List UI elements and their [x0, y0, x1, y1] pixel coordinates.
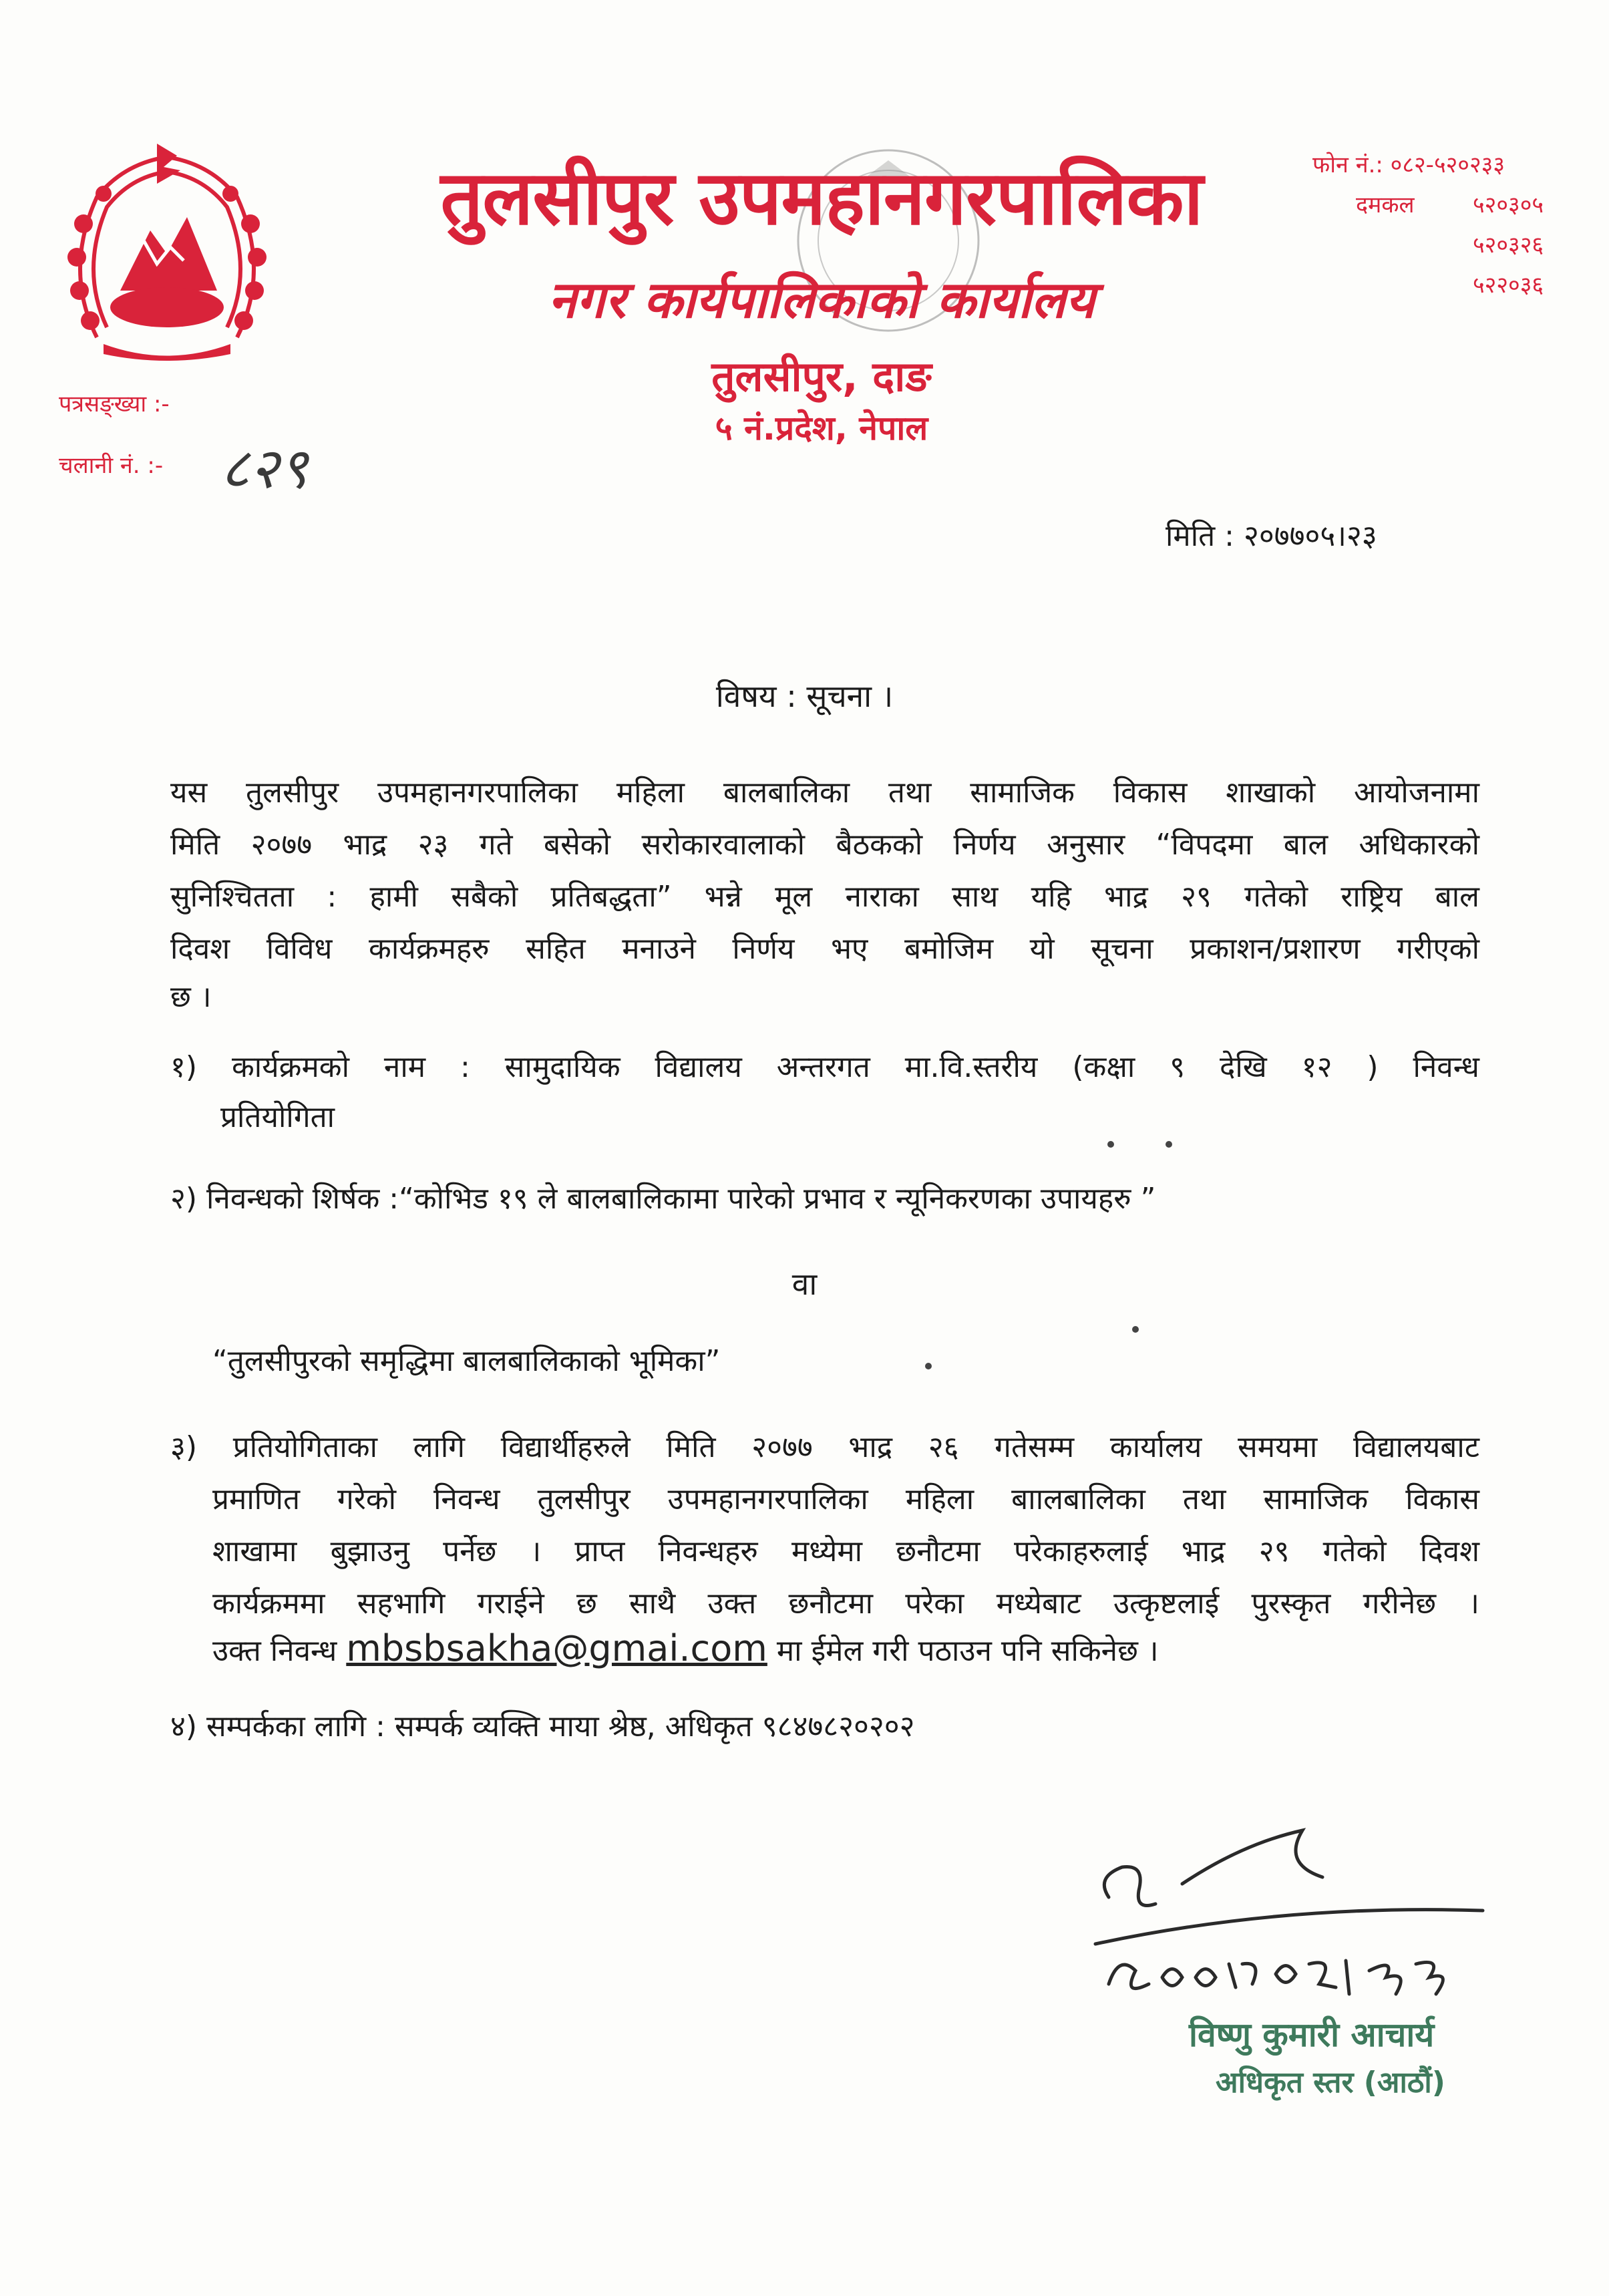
item-contact: ४) सम्पर्कका लागि : सम्पर्क व्यक्ति माया श्रेष्ठ, अधिकृत ९८४७८२०२०२ — [170, 1709, 915, 1744]
submission-line: प्रमाणित गरेको निवन्ध तुलसीपुर उपमहानगरपालिका महिला बाालबालिका तथा सामाजिक विकास — [212, 1482, 1479, 1516]
intro-line: दिवश विविध कार्यक्रमहरु सहित मनाउने निर्णय भए बमोजिम यो सूचना प्रकाशन/प्रशारण गरीएको — [170, 932, 1479, 966]
handwritten-signature — [1082, 1804, 1496, 2004]
subject-line: विषय : सूचना । — [715, 678, 894, 714]
signatory-title: अधिकृत स्तर (आठौं) — [1216, 2066, 1445, 2100]
submission-line: कार्यक्रममा सहभागि गराईने छ साथै उक्त छनौटमा परेका मध्येबाट उत्कृष्टलाई पुरस्कृत गरीनेछ । — [212, 1587, 1479, 1621]
email-prefix: उक्त निवन्ध — [212, 1634, 337, 1668]
dispatch-number-label: चलानी नं. :- — [59, 452, 164, 479]
fire-number: ५२०३०५ — [1473, 192, 1544, 218]
letter-date: मिति : २०७७०५।२३ — [1166, 519, 1377, 553]
intro-line: यस तुलसीपुर उपमहानगरपालिका महिला बालबालिका तथा सामाजिक विकास शाखाको आयोजनामा — [170, 776, 1479, 810]
intro-end: छ । — [170, 980, 212, 1014]
ink-dot — [925, 1363, 932, 1369]
intro-paragraph — [170, 767, 1479, 975]
submission-line: शाखामा बुझाउनु पर्नेछ । प्राप्त निवन्धहरु मध्येमा छनौटमा परेकाहरुलाई भाद्र २९ गतेको दिवश — [212, 1534, 1479, 1569]
intro-line: सुनिश्चितता : हामी सबैको प्रतिबद्धता” भन्ने मूल नाराका साथ यहि भाद्र २९ गतेको राष्ट्रिय बाल — [170, 880, 1479, 914]
letter-number-label: पत्रसङ्ख्या :- — [59, 391, 170, 418]
dispatch-number-handwritten: ८२९ — [220, 436, 309, 501]
ink-dot — [1132, 1326, 1139, 1333]
signatory-name: विष्णु कुमारी आचार्य — [1189, 2015, 1435, 2054]
nepal-emblem-icon — [57, 137, 277, 367]
ink-dot — [1166, 1141, 1172, 1148]
item-submission-cont — [212, 1474, 1479, 1630]
ink-dot — [1107, 1141, 1114, 1148]
item-alt-topic: “तुलसीपुरको समृद्धिमा बालबालिकाको भूमिका” — [212, 1344, 721, 1378]
email-link[interactable]: mbsbsakha@gmai.com — [346, 1627, 767, 1669]
phone-number: फोन नं.: ०८२-५२०२३३ — [1312, 152, 1505, 178]
item-essay-topic: २) निवन्धको शिर्षक :“कोभिड १९ ले बालबालिकामा पारेको प्रभाव र न्यूनिकरणका उपायहरु ” — [170, 1182, 1156, 1216]
fire-number: ५२०३२६ — [1473, 232, 1544, 259]
fire-brigade-label: दमकल — [1356, 192, 1415, 218]
item-submission: ३) प्रतियोगिताका लागि विद्यार्थीहरुले मिति २०७७ भाद्र २६ गतेसम्म कार्यालय समयमा विद्यालयबाट — [170, 1430, 1479, 1464]
fire-number: ५२२०३६ — [1473, 272, 1544, 299]
city-line: तुलसीपुर, दाङ — [711, 352, 932, 401]
intro-line: मिति २०७७ भाद्र २३ गते बसेको सरोकारवालाको बैठकको निर्णय अनुसार “विपदमा बाल अधिकारको — [170, 828, 1479, 862]
item-program-name: १) कार्यक्रमको नाम : सामुदायिक विद्यालय अन्तरगत मा.वि.स्तरीय (कक्षा ९ देखि १२ ) निवन्ध — [170, 1050, 1479, 1084]
item-program-name-cont: प्रतियोगिता — [220, 1100, 335, 1134]
province-line: ५ नं.प्रदेश, नेपाल — [715, 409, 928, 448]
municipality-title: तुलसीपुर उपमहानगरपालिका — [440, 155, 1203, 242]
email-line — [212, 1627, 1159, 1669]
office-title: नगर कार्यपालिकाको कार्यालय — [548, 270, 1095, 329]
or-separator: वा — [791, 1266, 818, 1302]
email-suffix: मा ईमेल गरी पठाउन पनि सकिनेछ । — [776, 1634, 1159, 1668]
